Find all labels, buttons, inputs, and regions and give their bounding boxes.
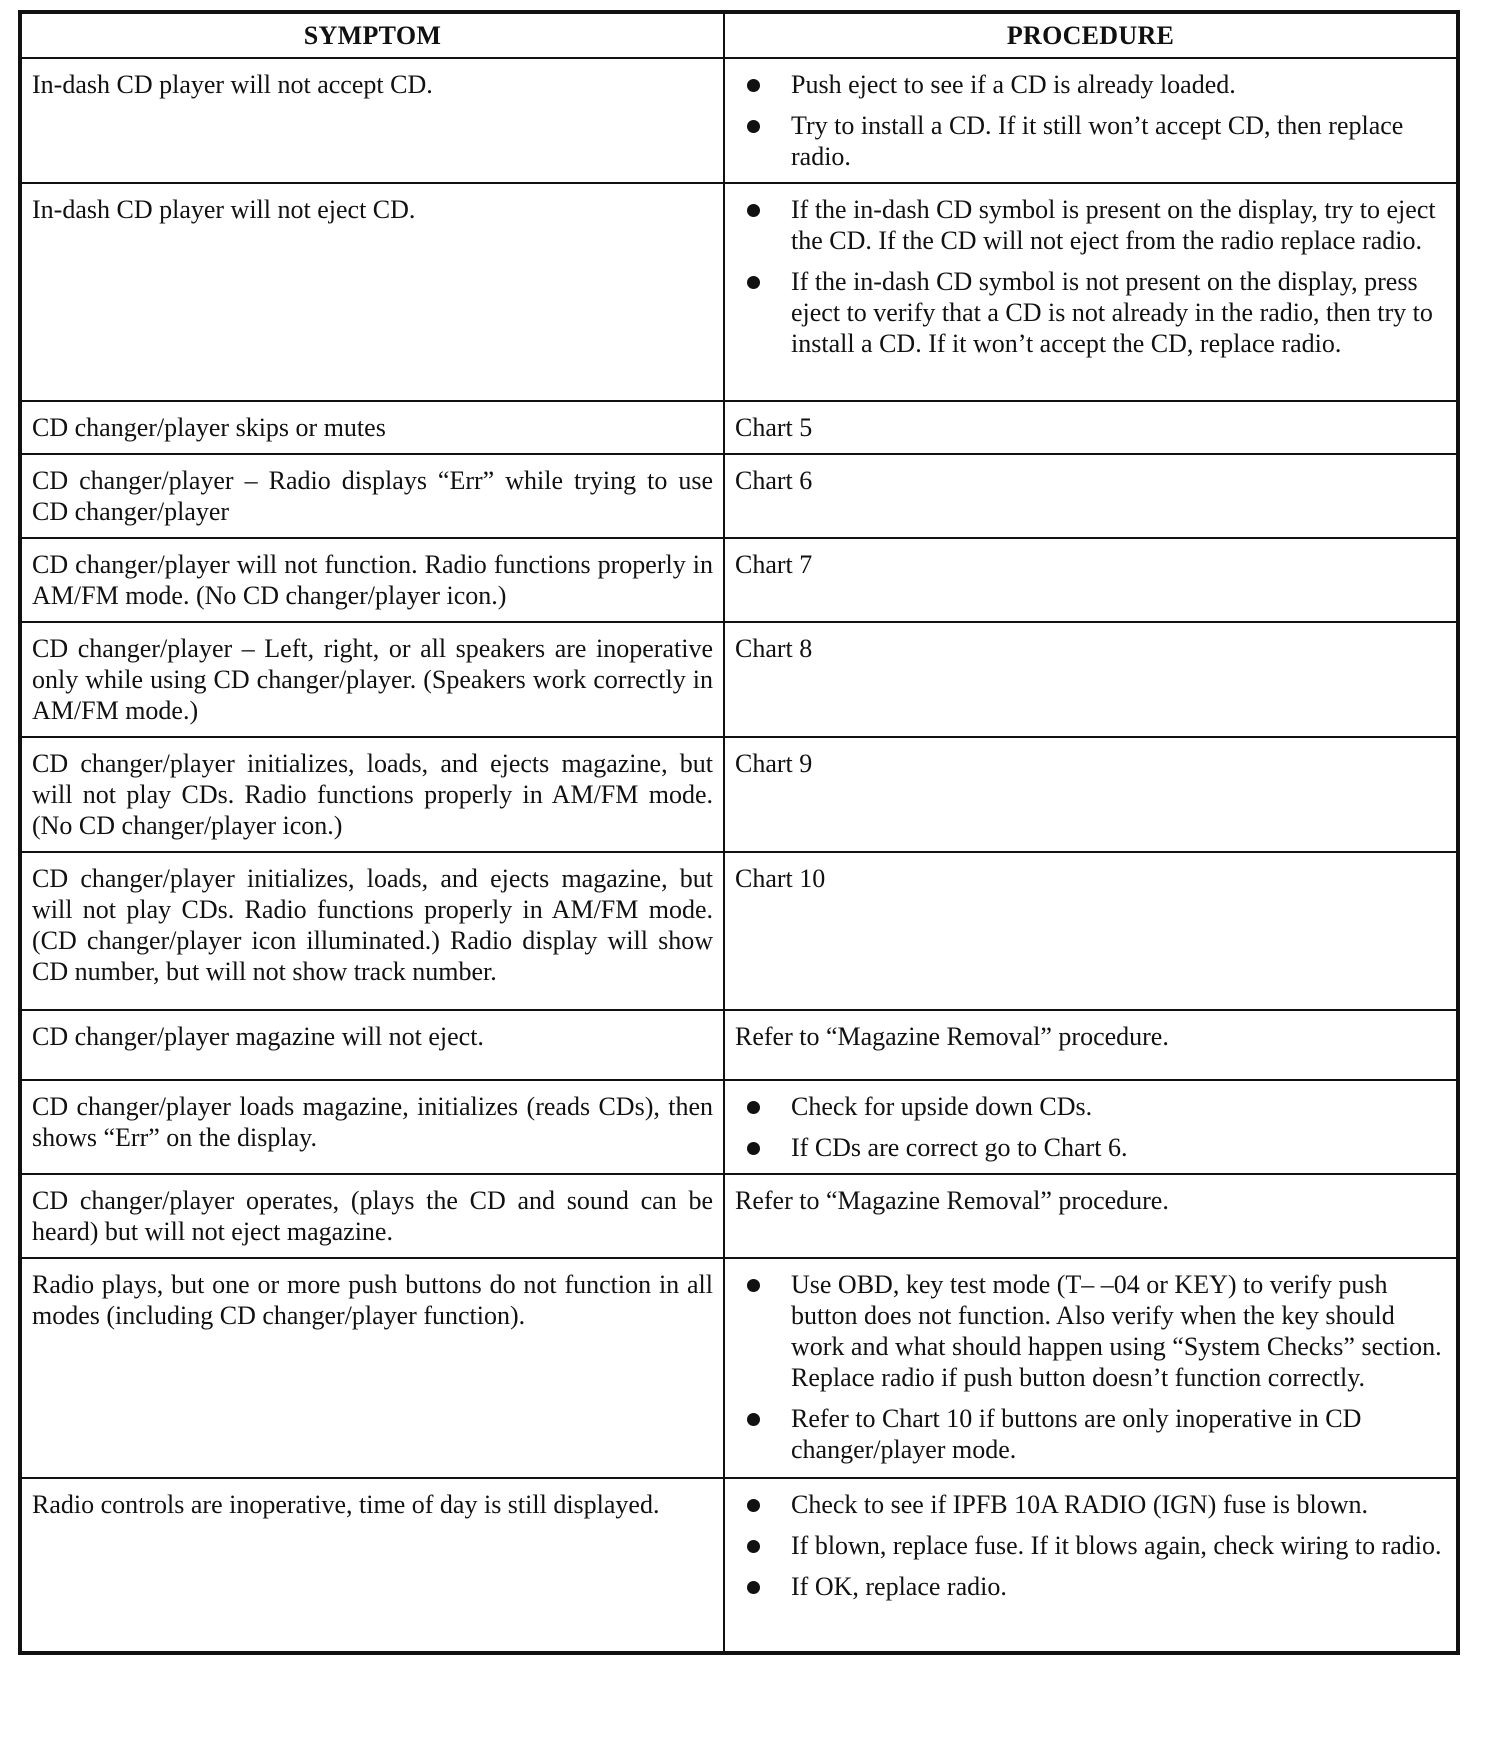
procedure-bullet-list (735, 1091, 1446, 1163)
procedure-bullet-text: Use OBD, key test mode (T– –04 or KEY) to verify push button does not function. Also verify when the key should work and what should happen using “System Checks” section. Replace radio if push button doesn’t function correctly. (791, 1270, 1442, 1392)
procedure-text: Refer to “Magazine Removal” procedure. (735, 1186, 1169, 1215)
bullet-dot-icon (747, 276, 760, 289)
procedure-cell (724, 1258, 1458, 1478)
procedure-text: Chart 10 (735, 864, 826, 893)
procedure-bullet-text: If blown, replace fuse. If it blows again, check wiring to radio. (791, 1531, 1442, 1560)
table-header-row (20, 12, 1458, 58)
symptom-cell: CD changer/player operates, (plays the CD and sound can be heard) but will not eject magazine. (20, 1174, 724, 1258)
procedure-bullet-text: If CDs are correct go to Chart 6. (791, 1133, 1128, 1162)
table-row (20, 401, 1458, 454)
symptom-cell: CD changer/player – Radio displays “Err” while trying to use CD changer/player (20, 454, 724, 538)
procedure-cell (724, 852, 1458, 1010)
procedure-text: Chart 8 (735, 634, 813, 663)
symptom-cell: Radio controls are inoperative, time of day is still displayed. (20, 1478, 724, 1653)
procedure-bullet-text: Try to install a CD. If it still won’t accept CD, then replace radio. (791, 111, 1404, 171)
symptom-cell: CD changer/player will not function. Radio functions properly in AM/FM mode. (No CD changer/player icon.) (20, 538, 724, 622)
bullet-dot-icon (747, 1540, 760, 1553)
diagnosis-table-sheet (18, 10, 1456, 1655)
bullet-dot-icon (747, 1413, 760, 1426)
procedure-cell (724, 538, 1458, 622)
symptom-cell: In-dash CD player will not eject CD. (20, 183, 724, 401)
procedure-cell (724, 1010, 1458, 1080)
procedure-text: Chart 6 (735, 466, 813, 495)
symptom-cell: CD changer/player magazine will not eject. (20, 1010, 724, 1080)
bullet-dot-icon (747, 1581, 760, 1594)
table-row (20, 454, 1458, 538)
procedure-bullet-text: If the in-dash CD symbol is present on the display, try to eject the CD. If the CD will not eject from the radio replace radio. (791, 195, 1436, 255)
bullet-dot-icon (747, 204, 760, 217)
procedure-bullet-text: Push eject to see if a CD is already loaded. (791, 70, 1236, 99)
procedure-text: Chart 5 (735, 413, 813, 442)
procedure-bullet-item (735, 69, 1446, 100)
table-row (20, 852, 1458, 1010)
table-row (20, 183, 1458, 401)
symptom-procedure-table (18, 10, 1460, 1655)
table-row (20, 737, 1458, 852)
symptom-cell: In-dash CD player will not accept CD. (20, 58, 724, 183)
procedure-column-header: PROCEDURE (724, 12, 1458, 58)
procedure-bullet-item (735, 1091, 1446, 1122)
procedure-bullet-item (735, 1571, 1446, 1602)
table-row (20, 58, 1458, 183)
procedure-bullet-text: Check to see if IPFB 10A RADIO (IGN) fuse is blown. (791, 1490, 1369, 1519)
procedure-bullet-list (735, 194, 1446, 359)
procedure-cell (724, 58, 1458, 183)
procedure-text: Chart 9 (735, 749, 813, 778)
symptom-cell: CD changer/player initializes, loads, and ejects magazine, but will not play CDs. Radio functions properly in AM/FM mode. (No CD changer/player icon.) (20, 737, 724, 852)
procedure-cell (724, 622, 1458, 737)
procedure-bullet-item (735, 1530, 1446, 1561)
procedure-cell (724, 454, 1458, 538)
bullet-dot-icon (747, 79, 760, 92)
procedure-cell (724, 401, 1458, 454)
procedure-bullet-item (735, 110, 1446, 172)
procedure-text: Chart 7 (735, 550, 813, 579)
table-row (20, 1174, 1458, 1258)
procedure-bullet-list (735, 1269, 1446, 1465)
procedure-bullet-text: If OK, replace radio. (791, 1572, 1007, 1601)
procedure-bullet-text: Check for upside down CDs. (791, 1092, 1093, 1121)
table-row (20, 622, 1458, 737)
bullet-dot-icon (747, 1142, 760, 1155)
symptom-cell: CD changer/player loads magazine, initializes (reads CDs), then shows “Err” on the display. (20, 1080, 724, 1174)
procedure-cell (724, 1174, 1458, 1258)
procedure-cell (724, 1478, 1458, 1653)
table-row (20, 538, 1458, 622)
procedure-bullet-item (735, 1489, 1446, 1520)
procedure-bullet-text: Refer to Chart 10 if buttons are only inoperative in CD changer/player mode. (791, 1404, 1362, 1464)
procedure-bullet-list (735, 69, 1446, 172)
symptom-cell: CD changer/player skips or mutes (20, 401, 724, 454)
procedure-bullet-item (735, 1269, 1446, 1393)
bullet-dot-icon (747, 120, 760, 133)
procedure-cell (724, 183, 1458, 401)
table-row (20, 1258, 1458, 1478)
procedure-cell (724, 737, 1458, 852)
symptom-column-header: SYMPTOM (20, 12, 724, 58)
procedure-bullet-item (735, 1403, 1446, 1465)
procedure-bullet-item (735, 1132, 1446, 1163)
symptom-cell: CD changer/player initializes, loads, and ejects magazine, but will not play CDs. Radio functions properly in AM/FM mode. (CD changer/player icon illuminated.) Radio display will show CD number, but will not show track number. (20, 852, 724, 1010)
table-row (20, 1478, 1458, 1653)
procedure-bullet-item (735, 194, 1446, 256)
table-body (20, 58, 1458, 1653)
procedure-text: Refer to “Magazine Removal” procedure. (735, 1022, 1169, 1051)
bullet-dot-icon (747, 1101, 760, 1114)
procedure-bullet-list (735, 1489, 1446, 1602)
bullet-dot-icon (747, 1279, 760, 1292)
procedure-bullet-item (735, 266, 1446, 359)
table-row (20, 1010, 1458, 1080)
table-row (20, 1080, 1458, 1174)
symptom-cell: CD changer/player – Left, right, or all speakers are inoperative only while using CD changer/player. (Speakers work correctly in AM/FM mode.) (20, 622, 724, 737)
procedure-bullet-text: If the in-dash CD symbol is not present on the display, press eject to verify that a CD is not already in the radio, then try to install a CD. If it won’t accept the CD, replace radio. (791, 267, 1433, 358)
bullet-dot-icon (747, 1499, 760, 1512)
procedure-cell (724, 1080, 1458, 1174)
symptom-cell: Radio plays, but one or more push buttons do not function in all modes (including CD changer/player function). (20, 1258, 724, 1478)
